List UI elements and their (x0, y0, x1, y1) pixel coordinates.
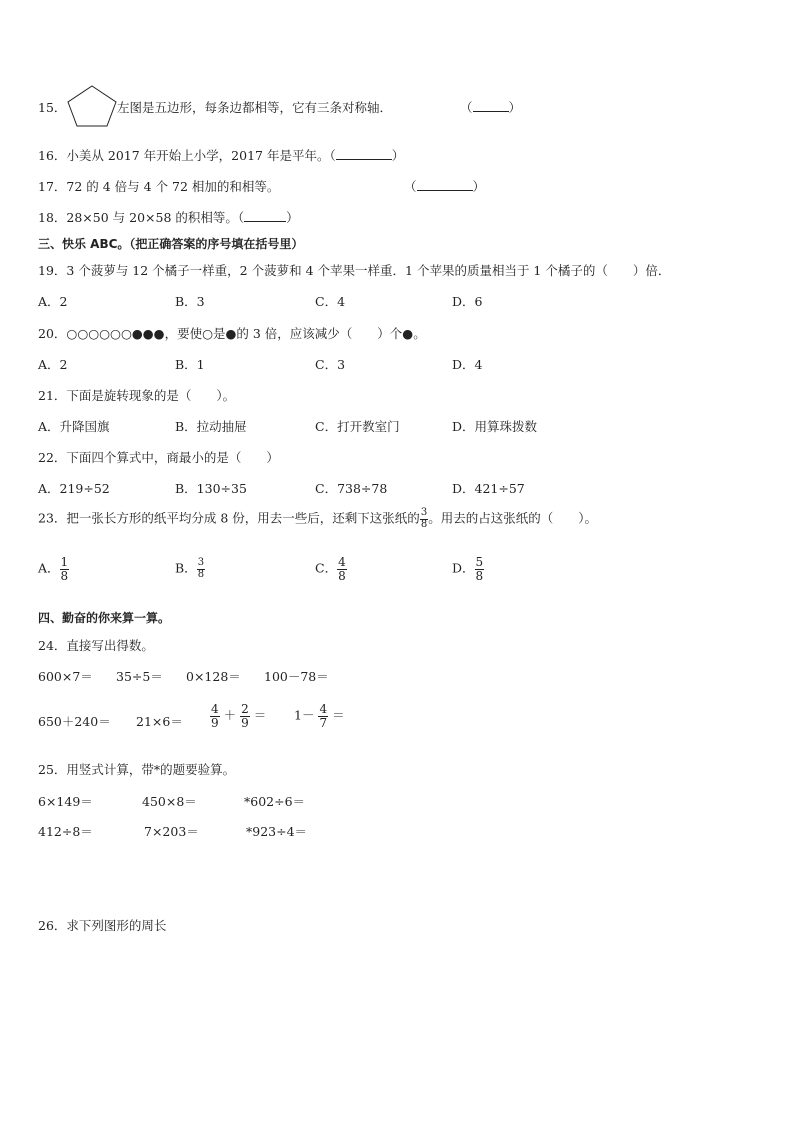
option-b[interactable]: B．3 (175, 294, 205, 309)
question-18: 18．28×50 与 20×58 的积相等。（ ） (38, 210, 299, 225)
option-a[interactable]: A．2 (38, 357, 68, 372)
fraction: $\frac{4}{8}$ (338, 555, 346, 583)
fraction: $\frac{4}{7}$ (319, 702, 328, 730)
question-25: 25．用竖式计算，带*的题要验算。 (38, 762, 236, 777)
option-a[interactable]: A．219÷52 (38, 481, 110, 496)
pentagon-figure (66, 84, 118, 128)
question-15 (38, 98, 66, 116)
option-d[interactable]: D．4 (452, 357, 483, 372)
answer-blank[interactable] (244, 209, 286, 222)
fraction: $\frac{4}{9}$ (211, 702, 219, 730)
question-15-answer[interactable]: （ ） (460, 100, 522, 115)
question-17-answer[interactable]: （ ） (404, 179, 486, 194)
option-d[interactable]: D． $\frac{5}{8}$ (452, 555, 484, 583)
question-22: 22．下面四个算式中，商最小的是（ ） (38, 450, 279, 465)
calc-item[interactable]: 6×149＝ (38, 794, 93, 809)
question-16: 16．小美从 2017 年开始上小学，2017 年是平年。（ ） (38, 148, 405, 163)
option-a[interactable]: A． $\frac{1}{8}$ (38, 555, 69, 583)
answer-blank[interactable] (473, 99, 509, 112)
question-20: 20．○○○○○○●●●，要使○是●的 3 倍，应该减少（ ）个●。 (38, 326, 426, 341)
option-c[interactable]: C．738÷78 (315, 481, 388, 496)
calc-item[interactable]: 650＋240＝ (38, 714, 111, 729)
option-d[interactable]: D．6 (452, 294, 483, 309)
fraction: $\frac{3}{8}$ (197, 557, 205, 580)
calc-item[interactable]: 600×7＝ (38, 669, 93, 684)
section-3-heading: 三、快乐 ABC。（把正确答案的序号填在括号里） (38, 237, 304, 251)
question-15-number: 15． (38, 100, 67, 115)
calc-item[interactable]: *923÷4＝ (246, 824, 308, 839)
question-24: 24．直接写出得数。 (38, 638, 154, 653)
fraction: $\frac{5}{8}$ (475, 555, 484, 583)
option-a[interactable]: A．升降国旗 (38, 419, 110, 434)
answer-blank[interactable] (417, 178, 473, 191)
option-d[interactable]: D．421÷57 (452, 481, 525, 496)
question-26: 26．求下列图形的周长 (38, 918, 167, 933)
calc-item[interactable]: *602÷6＝ (244, 794, 306, 809)
calc-item-fraction-sum[interactable]: $\frac{4}{9}$ ＋ $\frac{2}{9}$ ＝ (211, 702, 267, 730)
question-17: 17．72 的 4 倍与 4 个 72 相加的和相等。 (38, 179, 280, 194)
option-c[interactable]: C．打开教室门 (315, 419, 400, 434)
fraction: $\frac{1}{8}$ (60, 555, 69, 583)
calc-item[interactable]: 21×6＝ (136, 714, 183, 729)
calc-item[interactable]: 7×203＝ (144, 824, 199, 839)
fraction: $\frac{2}{9}$ (241, 702, 249, 730)
option-c[interactable]: C．3 (315, 357, 346, 372)
question-15-text: 左图是五边形，每条边都相等，它有三条对称轴． (117, 100, 393, 115)
option-c[interactable]: C． $\frac{4}{8}$ (315, 555, 346, 583)
option-b[interactable]: B．拉动抽屉 (175, 419, 247, 434)
question-19: 19．3 个菠萝与 12 个橘子一样重，2 个菠萝和 4 个苹果一样重．1 个苹果的质量相当于 1 个橘子的（ ）倍． (38, 263, 671, 278)
option-b[interactable]: B． $\frac{3}{8}$ (175, 557, 205, 580)
answer-blank[interactable] (336, 147, 392, 160)
option-b[interactable]: B．130÷35 (175, 481, 247, 496)
calc-item[interactable]: 0×128＝ (186, 669, 241, 684)
calc-item[interactable]: 35÷5＝ (116, 669, 163, 684)
section-4-heading: 四、勤奋的你来算一算。 (38, 611, 171, 625)
calc-item[interactable]: 450×8＝ (142, 794, 197, 809)
option-c[interactable]: C．4 (315, 294, 346, 309)
fraction: $\frac{3}{8}$ (420, 507, 428, 530)
calc-item[interactable]: 412÷8＝ (38, 824, 93, 839)
calc-item-fraction-diff[interactable]: 1－ $\frac{4}{7}$ ＝ (294, 702, 345, 730)
option-b[interactable]: B．1 (175, 357, 205, 372)
option-d[interactable]: D．用算珠拨数 (452, 419, 538, 434)
option-a[interactable]: A．2 (38, 294, 68, 309)
question-23: 23．把一张长方形的纸平均分成 8 份，用去一些后，还剩下这张纸的 $\frac{3}{8}$ 。用去的占这张纸的（ ）。 (38, 507, 597, 530)
calc-item[interactable]: 100－78＝ (264, 669, 329, 684)
question-21: 21．下面是旋转现象的是（ ）。 (38, 388, 236, 403)
